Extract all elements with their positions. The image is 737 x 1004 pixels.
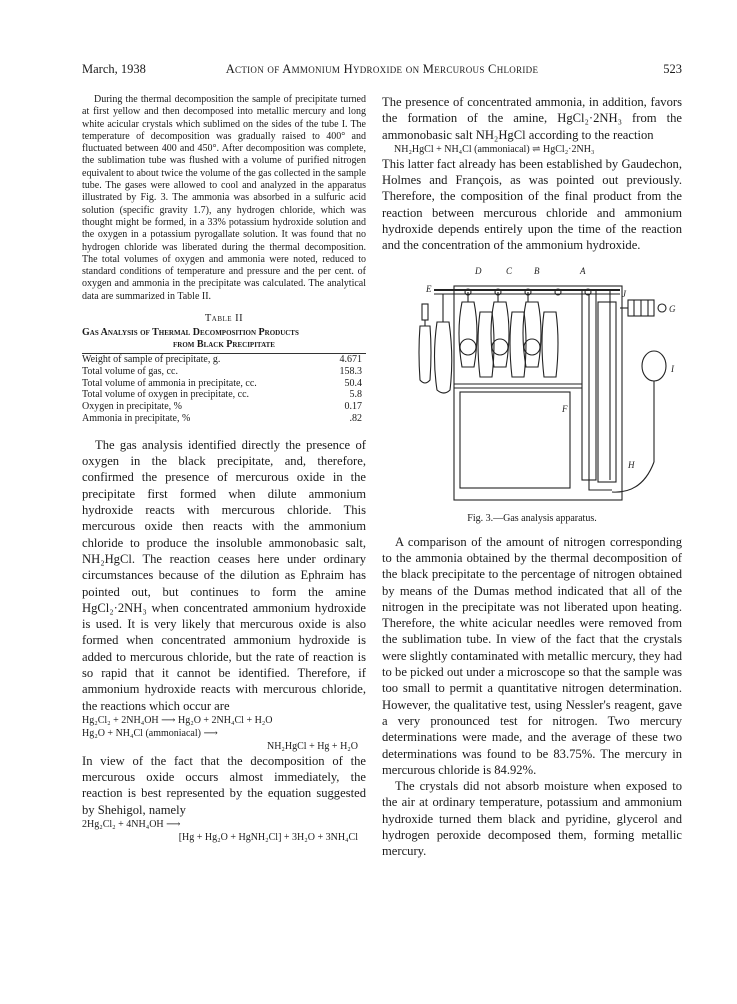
- left-column: [82, 94, 366, 844]
- right-column: [382, 94, 682, 860]
- table-row: [82, 401, 366, 413]
- page-number: 523: [663, 62, 682, 76]
- row-label: Weight of sample of precipitate, g.: [82, 354, 221, 366]
- table-caption: [82, 327, 366, 351]
- running-header: [82, 62, 682, 78]
- amine-paragraph: The presence of concentrated ammonia, in addition, favors the formation of the amine, HgCl₂·2NH₃ from the ammonobasic salt NH₂HgCl according to the reaction: [382, 95, 682, 142]
- row-value: .82: [349, 413, 362, 425]
- row-label: Total volume of gas, cc.: [82, 365, 178, 377]
- label-i: I: [671, 363, 674, 374]
- label-h: H: [628, 459, 635, 470]
- figure-3: [382, 262, 682, 509]
- equation-3: 2Hg₂Cl₂ + 4NH₄OH ⟶: [82, 819, 181, 831]
- row-value: 158.3: [339, 365, 362, 377]
- nitrogen-paragraph: A comparison of the amount of nitrogen corresponding to the ammonia obtained by the thermal decomposition of the black precipitate to the percentage of nitrogen obtained by means of the Dumas method indicated that all of the nitrogen in the precipitate was not liberated upon heating. Therefore, the white acicular needles were removed from the sublimation tube. In view of the fact that the crystals were slightly contaminated with metallic mercury, they had to be picked out under a microscope so that the sample was too small to permit a quantitative nitrogen determination. However, the qualitative test, using Nessler's reagent, gave a very pronounced test for nitrogen. Two mercury determinations were made, and the average of these two determinations was found to be 83.75%. The mercury in mercurous chloride is 84.92%.: [382, 534, 682, 777]
- label-e: E: [426, 283, 432, 294]
- label-b: B: [534, 265, 540, 276]
- row-value: 50.4: [344, 377, 362, 389]
- label-d: D: [475, 265, 482, 276]
- table-caption-line-1: Gas Analysis of Thermal Decomposition Products: [82, 327, 299, 339]
- row-label: Total volume of oxygen in precipitate, cc.: [82, 389, 250, 401]
- label-a: A: [580, 265, 586, 276]
- equation-1: Hg₂Cl₂ + 2NH₄OH ⟶ Hg₂O + 2NH₄Cl + H₂O: [82, 714, 273, 726]
- table-row: [82, 389, 366, 401]
- gas-analysis-table: [82, 353, 366, 425]
- leveling-bulb: [642, 351, 666, 381]
- label-j: J: [622, 288, 626, 299]
- header-title: Action of Ammonium Hydroxide on Mercurous Chloride: [225, 62, 539, 76]
- row-value: 4.671: [339, 354, 362, 366]
- table-title: Table II: [204, 313, 244, 325]
- row-label: Ammonia in precipitate, %: [82, 413, 191, 425]
- row-label: Oxygen in precipitate, %: [82, 401, 182, 413]
- row-label: Total volume of ammonia in precipitate, cc.: [82, 377, 257, 389]
- equation-4: NH₂HgCl + NH₄Cl (ammoniacal) ⇌ HgCl₂·2NH₃: [394, 143, 595, 155]
- equation-3-continued: [Hg + Hg₂O + HgNH₂Cl] + 3H₂O + 3NH₄Cl: [178, 832, 358, 844]
- gas-analysis-apparatus-diagram: [382, 262, 682, 504]
- header-date: March, 1938: [82, 62, 146, 76]
- row-value: 0.17: [344, 401, 362, 413]
- crystals-paragraph: The crystals did not absorb moisture when exposed to the air at ordinary temperature, potassium and ammonium hydroxide turned them black and pyridine, glycerol and hydrogen peroxide decomposed them, forming metallic mercury.: [382, 779, 682, 859]
- equation-2-continued: NH₂HgCl + Hg + H₂O: [266, 740, 358, 752]
- experimental-paragraph: During the thermal decomposition the sample of precipitate turned at first yellow and then decomposed into metallic mercury and long white acicular crystals which sublimed on the sides of the tube I. The temperature of decomposition was gradually raised to 400° and fluctuated between 400 and 450°. After decomposition was complete, the sublimation tube was flushed with a volume of purified nitrogen equivalent to about twice the volume of the gas collected in the sample tube. The gases were allowed to cool and analyzed in the apparatus illustrated by Fig. 3. The ammonia was absorbed in a sulfuric acid solution (specific gravity 1.7), any hydrogen chloride, which was thought might be formed, in a 33% potassium hydroxide solution and the oxygen in a potassium pyrogallate solution. It was found that no hydrogen chloride was liberated during the thermal decomposition. The total volumes of oxygen and ammonia were noted, reduced to standard conditions of temperature and pressure and the per cent. of oxygen and ammonia in the precipitate was calculated. The analytical data are summarized in Table II.: [82, 94, 366, 302]
- absorption-pipettes: [459, 292, 558, 377]
- table-row: [82, 378, 366, 390]
- figure-caption: Fig. 3.—Gas analysis apparatus.: [467, 512, 597, 524]
- table-row: [82, 354, 366, 366]
- table-row: [82, 366, 366, 378]
- row-value: 5.8: [349, 389, 362, 401]
- composition-paragraph: This latter fact already has been established by Gaudechon, Holmes and François, as was pointed out previously. Therefore, the composition of the final product from the reaction between mercurous chloride and ammonium hydroxide depends entirely upon the time of the reaction and the concentration of the ammonium hydroxide.: [382, 156, 682, 253]
- discussion-paragraph: The gas analysis identified directly the presence of oxygen in the black precipitate, and, therefore, confirmed the presence of mercurous oxide in the precipitate first formed when dilute ammonium hydroxide reacts with mercurous chloride. This mercurous oxide then reacts with the ammonium chloride to produce the insoluble ammonobasic salt, NH₂HgCl. The reaction ceases here under ordinary circumstances because of the dilution as Ephraim has pointed out, but continues to form the amine HgCl₂·2NH₃ when concentrated ammonium hydroxide is used. It is very likely that mercurous oxide is also formed when concentrated ammonium hydroxide is added to mercurous chloride, but the rate of reaction is so rapid that it cannot be identified. Therefore, if ammonium hydroxide reacts with mercurous chloride, the reactions which occur are: [82, 437, 366, 713]
- label-g: G: [669, 303, 676, 314]
- label-f: F: [562, 403, 568, 414]
- table-caption-line-2: from Black Precipitate: [173, 339, 275, 351]
- shehigol-paragraph: In view of the fact that the decomposition of the mercurous oxide occurs almost immediately, the reaction is best represented by the equation suggested by Shehigol, namely: [82, 753, 366, 817]
- label-c: C: [506, 265, 513, 276]
- equation-2: Hg₂O + NH₄Cl (ammoniacal) ⟶: [82, 727, 218, 739]
- table-row: [82, 413, 366, 425]
